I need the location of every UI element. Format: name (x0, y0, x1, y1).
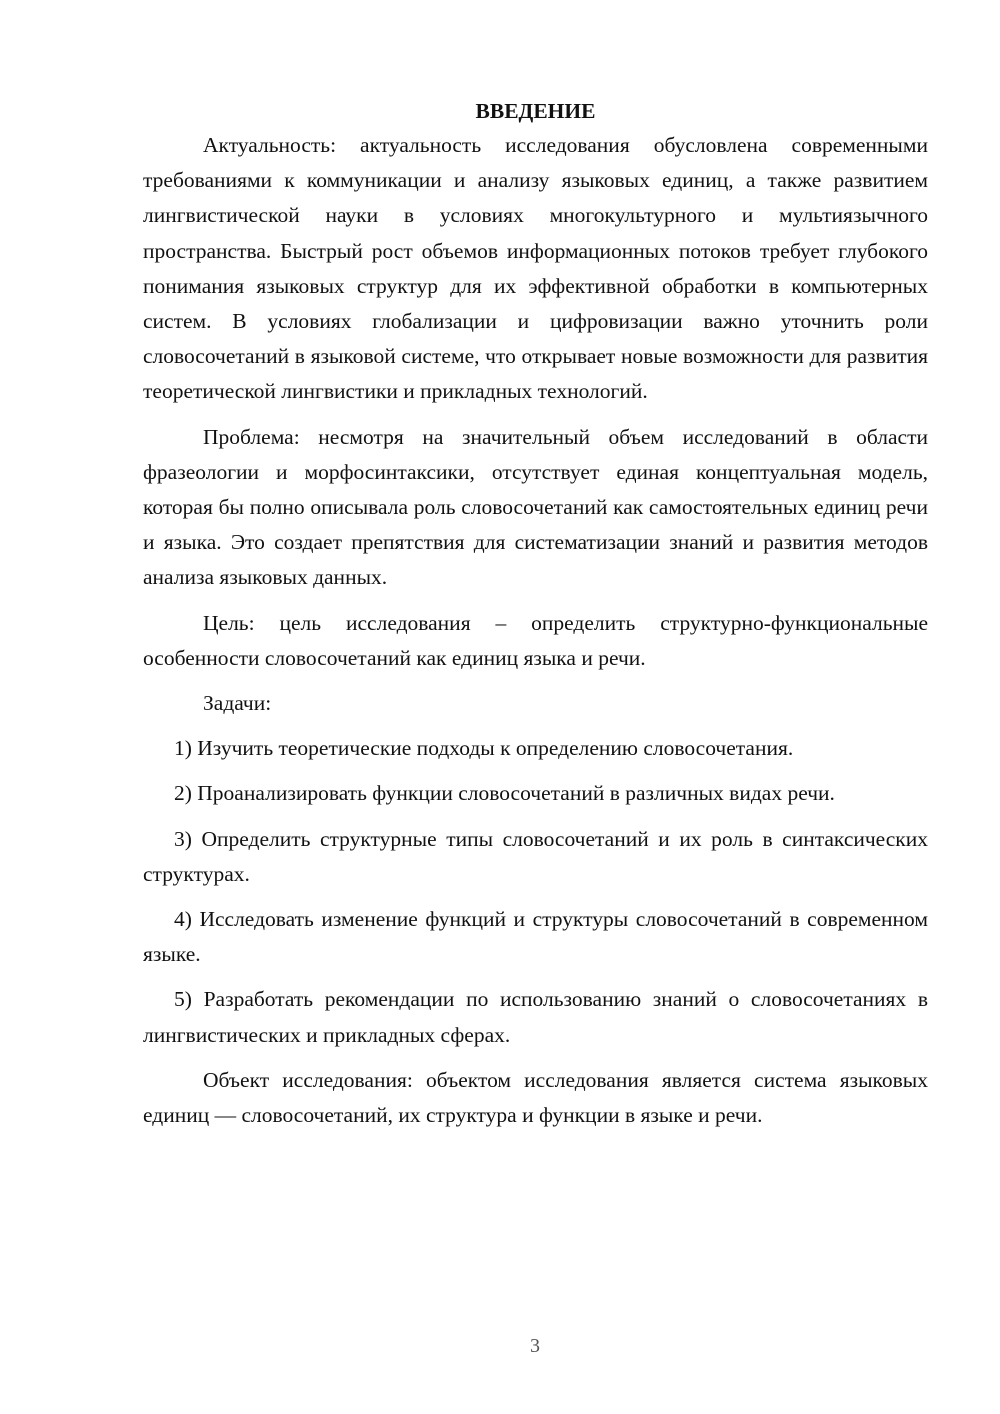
document-page (143, 94, 928, 1133)
paragraph-problem: Проблема: несмотря на значительный объем исследований в области фразеологии и морфосинтаксики, отсутствует единая концептуальная модель, которая бы полно описывала роль словосочетаний как самостоятельных единиц речи и языка. Это создает препятствия для систематизации знаний и развития методов анализа языковых данных. (143, 424, 928, 590)
task-item-4: 4) Исследовать изменение функций и структуры словосочетаний в современном языке. (143, 907, 928, 967)
task-item-5: 5) Разработать рекомендации по использованию знаний о словосочетаниях в лингвистических и прикладных сферах. (143, 987, 928, 1047)
task-item-1: 1) Изучить теоретические подходы к определению словосочетания. (174, 736, 794, 761)
task-item-3: 3) Определить структурные типы словосочетаний и их роль в синтаксических структурах. (143, 826, 928, 886)
paragraph-goal: Цель: цель исследования – определить структурно-функциональные особенности словосочетаний как единиц языка и речи. (143, 610, 928, 670)
paragraph-object: Объект исследования: объектом исследования является система языковых единиц — словосочетаний, их структура и функции в языке и речи. (143, 1067, 928, 1128)
task-item-2: 2) Проанализировать функции словосочетаний в различных видах речи. (174, 781, 835, 806)
paragraph-relevance: Актуальность: актуальность исследования обусловлена современными требованиями к коммуникации и анализу языковых единиц, а также развитием лингвистической науки в условиях многокультурного и мультиязычного пространства. Быстрый рост объемов информационных потоков требует глубокого понимания языковых структур для их эффективной обработки в компьютерных систем. В условиях глобализации и цифровизации важно уточнить роли словосочетаний в языковой системе, что открывает новые возможности для развития теоретической лингвистики и прикладных технологий. (143, 133, 928, 404)
section-title: ВВЕДЕНИЕ (475, 99, 596, 123)
page-number: 3 (530, 1335, 540, 1357)
paragraph-tasks-heading: Задачи: (203, 691, 272, 716)
